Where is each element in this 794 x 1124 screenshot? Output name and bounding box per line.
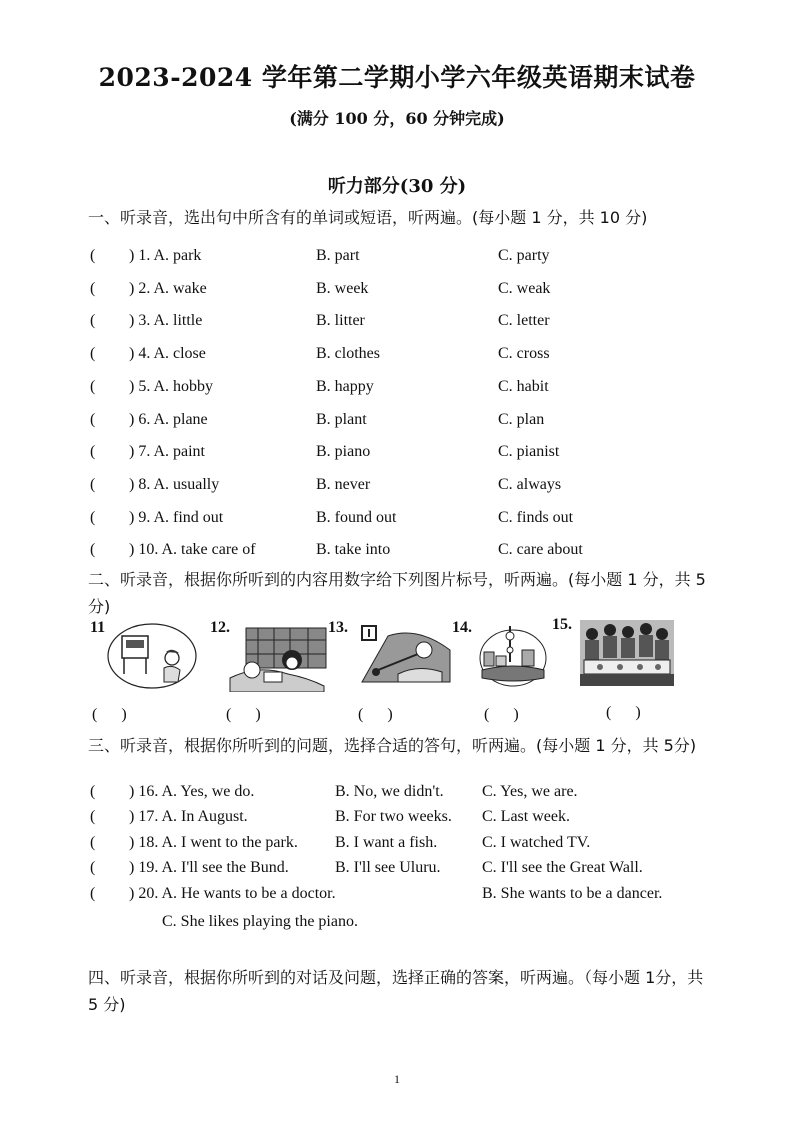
option-b: B. part	[316, 247, 360, 264]
answer-bracket[interactable]: (	[90, 377, 96, 395]
answer-bracket[interactable]: (	[90, 885, 96, 902]
picture-label: 11	[90, 619, 106, 636]
option-b: B. plant	[316, 410, 367, 428]
option-c: C. always	[498, 475, 562, 493]
option-b: B. take into	[316, 541, 391, 559]
section2-instruction: 二、听录音，根据你所听到的内容用数字给下列图片标号，听两遍。(每小题 1 分，共 5分)	[88, 570, 706, 616]
option-c: C. finds out	[498, 508, 574, 526]
option-c: C. Last week.	[482, 808, 570, 826]
question-row	[0, 411, 794, 437]
answer-bracket[interactable]: (	[90, 808, 96, 826]
question-row-continued	[0, 913, 794, 939]
answer-bracket[interactable]: (	[90, 410, 96, 428]
option-c: C. pianist	[498, 443, 560, 461]
option-a: ) 20. A. He wants to be a doctor.	[129, 885, 336, 902]
section1-instruction: 一、听录音，选出句中所含有的单词或短语，听两遍。(每小题 1 分，共 10 分)	[88, 208, 648, 227]
option-a: ) 19. A. I'll see the Bund.	[129, 858, 289, 876]
answer-bracket[interactable]: (	[90, 279, 96, 297]
option-c: C. cross	[498, 345, 550, 363]
option-a: ) 16. A. Yes, we do.	[129, 783, 255, 800]
answer-bracket[interactable]: (	[90, 833, 96, 851]
question-row	[0, 476, 794, 502]
answer-bracket[interactable]: (	[90, 541, 96, 559]
answer-bracket[interactable]: (	[90, 247, 96, 264]
exam-subtitle: (满分 100 分，60 分钟完成)	[289, 109, 505, 128]
option-b: B. I'll see Uluru.	[335, 858, 441, 876]
option-a: ) 1. A. park	[129, 247, 202, 264]
question-row	[0, 808, 794, 834]
option-c: C. weak	[498, 279, 551, 297]
part-title: 听力部分(30 分)	[327, 176, 467, 197]
answer-bracket[interactable]: (	[90, 858, 96, 876]
section4-instruction: 四、听录音，根据你所听到的对话及问题，选择正确的答案，听两遍。（每小题 1分，共 5 分)	[88, 968, 704, 1014]
option-c: C. letter	[498, 312, 550, 330]
question-row	[0, 280, 794, 306]
question-row	[0, 859, 794, 885]
option-b: B. litter	[316, 312, 365, 330]
option-b: B. never	[316, 475, 371, 493]
page-number: 1	[394, 1072, 400, 1086]
option-a: ) 17. A. In August.	[129, 808, 248, 826]
answer-bracket[interactable]: (	[90, 443, 96, 461]
option-b: B. For two weeks.	[335, 808, 452, 826]
picture-label: 15.	[552, 616, 572, 633]
question-row	[0, 783, 794, 809]
question-row	[0, 509, 794, 535]
question-row	[0, 247, 794, 273]
option-c: C. plan	[498, 410, 545, 428]
picture-12-reading	[228, 626, 328, 692]
option-c: C. I watched TV.	[482, 833, 591, 851]
option-c: C. party	[498, 247, 550, 264]
option-c: C. I'll see the Great Wall.	[482, 858, 643, 876]
answer-bracket[interactable]: (	[90, 345, 96, 363]
option-c: C. She likes playing the piano.	[162, 913, 358, 930]
picture-11-piano	[104, 620, 198, 690]
answer-blank[interactable]: ( )	[358, 706, 393, 723]
answer-bracket[interactable]: (	[90, 475, 96, 493]
picture-13-cleaning	[358, 624, 454, 686]
option-a: ) 18. A. I went to the park.	[129, 833, 298, 851]
option-c: C. Yes, we are.	[482, 783, 578, 800]
question-row	[0, 834, 794, 860]
option-b: B. She wants to be a dancer.	[482, 885, 663, 902]
option-b: B. piano	[316, 443, 371, 461]
option-a: ) 6. A. plane	[129, 410, 208, 428]
option-c: C. care about	[498, 541, 583, 559]
picture-label: 12.	[210, 619, 230, 636]
question-row	[0, 378, 794, 404]
picture-15-family-party	[580, 620, 674, 686]
answer-blank[interactable]: ( )	[484, 706, 519, 723]
question-row	[0, 345, 794, 371]
question-row	[0, 885, 794, 911]
option-a: ) 5. A. hobby	[129, 377, 213, 395]
picture-label: 13.	[328, 619, 348, 636]
answer-blank[interactable]: ( )	[606, 704, 641, 721]
option-c: C. habit	[498, 377, 549, 395]
answer-blank[interactable]: ( )	[92, 706, 127, 723]
answer-bracket[interactable]: (	[90, 312, 96, 330]
question-row	[0, 312, 794, 338]
option-b: B. I want a fish.	[335, 833, 438, 851]
answer-blank[interactable]: ( )	[226, 706, 261, 723]
option-a: ) 3. A. little	[129, 312, 203, 330]
option-b: B. found out	[316, 508, 397, 526]
section3-instruction: 三、听录音，根据你所听到的问题，选择合适的答句，听两遍。(每小题 1 分，共 5分)	[88, 736, 697, 755]
question-row	[0, 443, 794, 469]
picture-14-city	[478, 622, 548, 688]
answer-bracket[interactable]: (	[90, 783, 96, 800]
picture-label: 14.	[452, 619, 472, 636]
option-a: ) 4. A. close	[129, 345, 206, 363]
option-a: ) 8. A. usually	[129, 475, 220, 493]
option-a: ) 2. A. wake	[129, 279, 207, 297]
option-a: ) 10. A. take care of	[129, 541, 256, 559]
answer-bracket[interactable]: (	[90, 508, 96, 526]
option-a: ) 7. A. paint	[129, 443, 205, 461]
option-b: B. happy	[316, 377, 374, 395]
option-b: B. clothes	[316, 345, 380, 363]
question-row	[0, 541, 794, 567]
option-a: ) 9. A. find out	[129, 508, 224, 526]
option-b: B. No, we didn't.	[335, 783, 444, 800]
exam-title: 2023-2024 学年第二学期小学六年级英语期末试卷	[98, 63, 696, 92]
option-b: B. week	[316, 279, 369, 297]
